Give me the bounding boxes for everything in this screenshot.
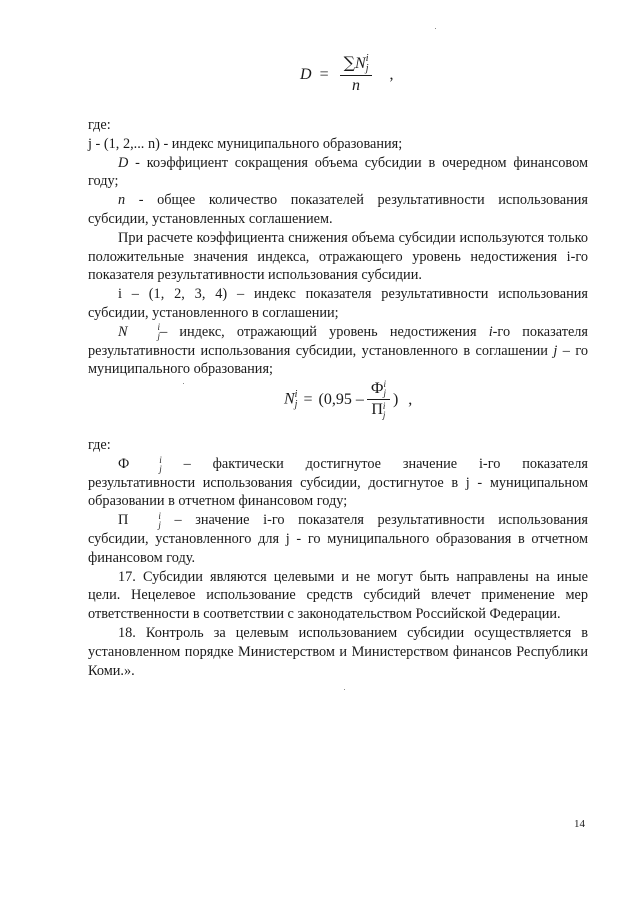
- definitions-block-1: [88, 116, 588, 379]
- n-definition: n - общее количество показателей результативности использования субсидии, установленных соглашением.: [88, 192, 588, 227]
- formula-nij-close: ): [392, 390, 399, 408]
- formula-d-lhs: D: [300, 65, 312, 83]
- formula-d-fraction: [340, 54, 373, 95]
- page-number: 14: [574, 818, 585, 830]
- paragraph-17: 17. Субсидии являются целевыми и не могут быть направлены на иные цели. Нецелевое использование средств субсидий влечет применение мер ответственности в соответствии с законодательством Российской Федерации.: [88, 568, 588, 623]
- formula-nij-fraction: [367, 380, 390, 420]
- formula-nij-eq: =: [303, 390, 313, 408]
- formula-nij-open: (0,95 –: [318, 390, 364, 408]
- where-label-1: где:: [88, 117, 111, 133]
- scan-speck: [435, 28, 436, 29]
- formula-d-denominator: n: [352, 77, 361, 95]
- formula-nij-lhs: N i j: [284, 388, 298, 410]
- phi-definition: Ф i j – фактически достигнутое значение i-го показателя результативности использования субсидии, достигнутое в j - муниципальном образовании в отчетном финансовом году;: [88, 454, 588, 510]
- pi-definition: П i j – значение i-го показателя результативности использования субсидии, установленного для j - го муниципального образования в отчетном финансовом году.: [88, 510, 588, 566]
- formula-nij-numerator: Ф i j: [367, 380, 390, 400]
- positive-values-note: При расчете коэффициента снижения объема субсидии используются только положительные значения индекса, отражающего уровень недостижения i-го показателя результативности использования субсидии.: [88, 229, 588, 284]
- i-definition: i – (1, 2, 3, 4) – индекс показателя результативности использования субсидии, установленного в соглашении;: [88, 286, 588, 321]
- paragraph-18: 18. Контроль за целевым использованием субсидии осуществляется в установленном порядке Министерством и Министерством финансов Республики Коми.».: [88, 624, 588, 679]
- formula-nij-comma: ,: [408, 390, 413, 408]
- nij-definition: N i j – индекс, отражающий уровень недостижения i-го показателя результативности использования субсидии, установленного в соглашении j – го муниципального образования;: [88, 322, 589, 378]
- formula-d-comma: ,: [389, 65, 394, 83]
- formula-nij-denominator: П i j: [371, 400, 386, 420]
- d-definition: D - коэффициент сокращения объема субсидии в очередном финансовом году;: [88, 154, 588, 190]
- definitions-block-2: [88, 436, 588, 680]
- scan-speck: [183, 383, 184, 384]
- formula-d: [300, 54, 393, 95]
- scan-speck: [344, 689, 345, 690]
- formula-d-numerator: ∑N i j: [340, 54, 373, 76]
- formula-nij: [284, 380, 412, 420]
- formula-d-eq: =: [319, 65, 329, 83]
- where-label-2: где:: [88, 437, 111, 453]
- j-definition: j - (1, 2,... n) - индекс муниципального образования;: [88, 135, 403, 152]
